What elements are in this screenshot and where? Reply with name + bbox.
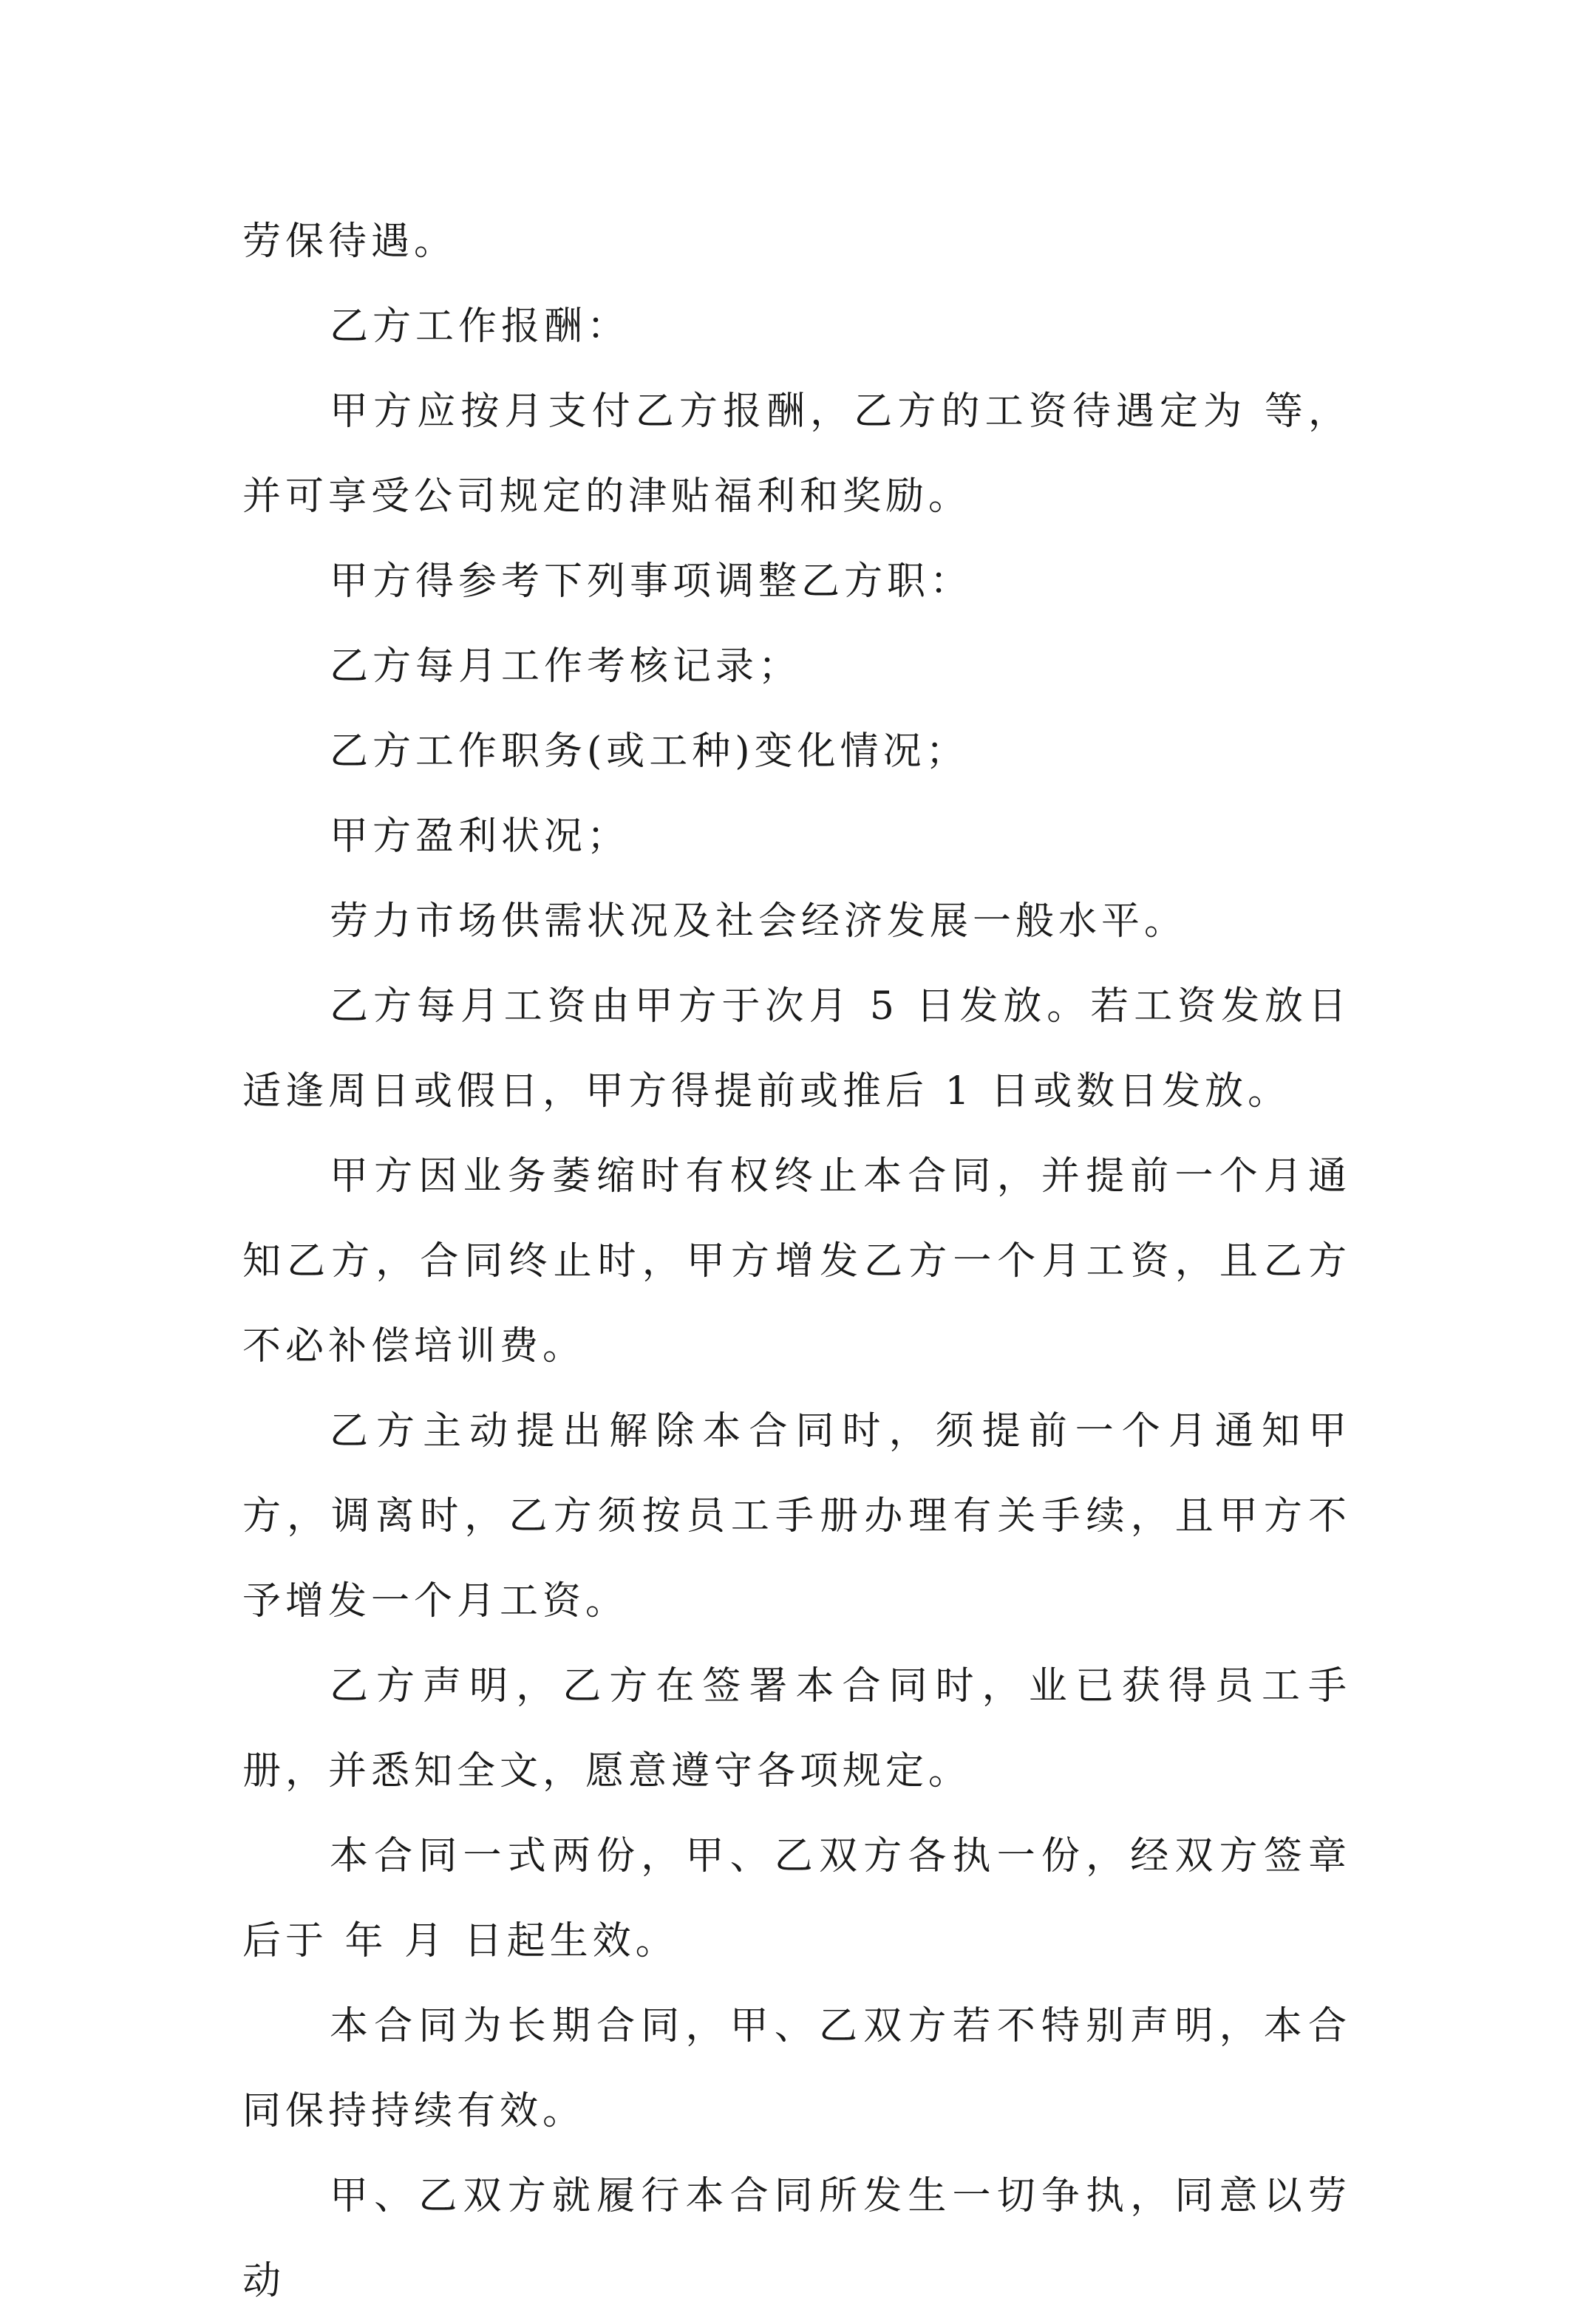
paragraph: 甲方得参考下列事项调整乙方职：	[330, 559, 973, 604]
paragraph: 乙方每月工资由甲方于次月 5 日发放。若工资发放日适逢周日或假日，甲方得提前或推后 1 日或数日发放。	[242, 984, 1351, 1114]
paragraph: 乙方工作报酬：	[330, 304, 630, 349]
paragraph: 劳保待遇。	[242, 219, 457, 264]
paragraph: 乙方声明，乙方在签署本合同时，业已获得员工手册，并悉知全文，愿意遵守各项规定。	[242, 1664, 1351, 1793]
document-body	[242, 200, 1351, 2324]
paragraph: 乙方主动提出解除本合同时，须提前一个月通知甲方，调离时，乙方须按员工手册办理有关手续，且甲方不予增发一个月工资。	[242, 1409, 1351, 1623]
paragraph: 劳力市场供需状况及社会经济发展一般水平。	[330, 899, 1188, 944]
paragraph: 本合同一式两份，甲、乙双方各执一份，经双方签章后于 年 月 日起生效。	[242, 1834, 1351, 1963]
paragraph: 甲方盈利状况；	[330, 814, 630, 859]
paragraph: 甲方应按月支付乙方报酬，乙方的工资待遇定为 等，并可享受公司规定的津贴福利和奖励。	[242, 389, 1351, 519]
paragraph: 乙方工作职务(或工种)变化情况；	[330, 729, 969, 774]
paragraph: 乙方每月工作考核记录；	[330, 644, 802, 689]
paragraph: 甲、乙双方就履行本合同所发生一切争执，同意以劳动	[242, 2174, 1351, 2303]
paragraph: 甲方因业务萎缩时有权终止本合同，并提前一个月通知乙方，合同终止时，甲方增发乙方一个月工资，且乙方不必补偿培训费。	[242, 1154, 1351, 1369]
paragraph: 本合同为长期合同，甲、乙双方若不特别声明，本合同保持持续有效。	[242, 2004, 1351, 2133]
